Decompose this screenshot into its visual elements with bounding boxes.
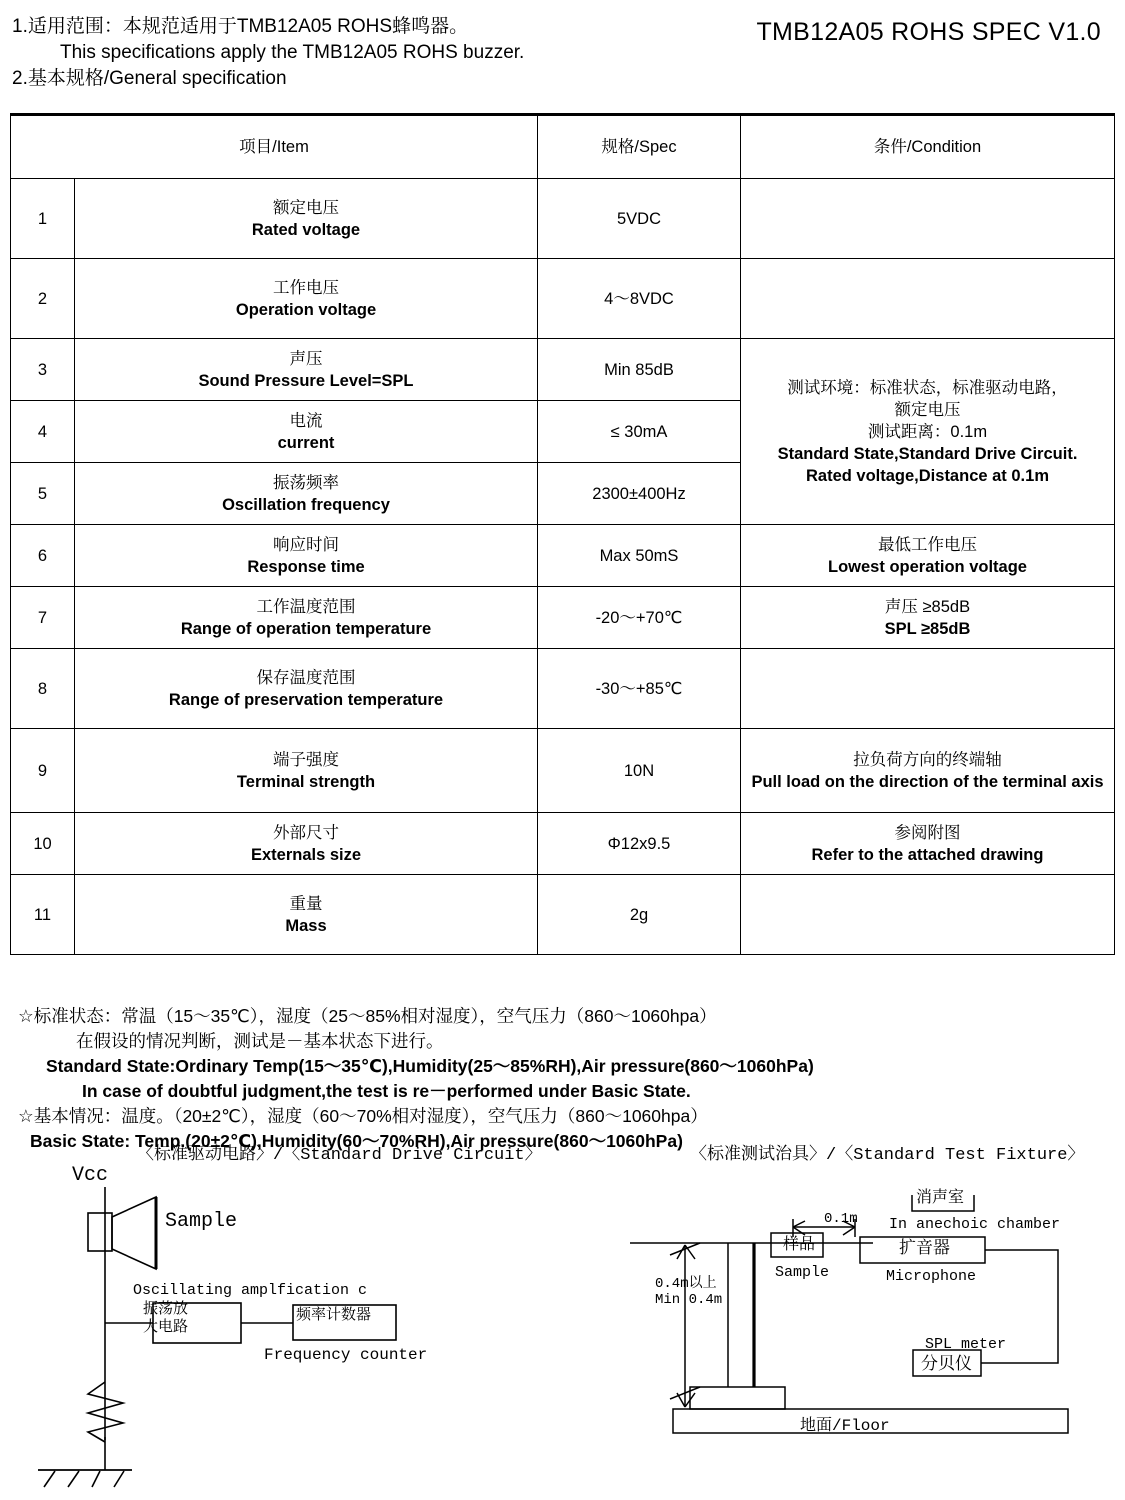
row-spec: Min 85dB <box>538 339 741 401</box>
note-basic-state-en: Basic State: Temp.(20±2℃),Humidity(60～70%RH),Air pressure(860～1060hPa) <box>30 1131 683 1151</box>
column-header-item: 项目/Item <box>11 115 538 179</box>
condition-en-line2: Rated voltage,Distance at 0.1m <box>805 466 1049 485</box>
sample-label-left: Sample <box>165 1210 238 1233</box>
row-number: 5 <box>11 463 75 525</box>
anechoic-chamber-label-cn: 消声室 <box>916 1189 965 1207</box>
note-standard-state-cn: ☆标准状态：常温（15～35℃），湿度（25～85%相对湿度），空气压力（860～1060hpa） <box>18 1006 717 1026</box>
item-label-en: Oscillation frequency <box>222 495 390 514</box>
item-label-en: Sound Pressure Level=SPL <box>198 371 414 390</box>
table-row <box>11 339 1115 401</box>
table-row <box>11 875 1115 955</box>
row-condition-empty <box>741 259 1115 339</box>
row-condition <box>741 813 1115 875</box>
speaker-cone <box>112 1197 156 1269</box>
condition-cn-line2: 额定电压 <box>894 400 961 419</box>
row-item <box>75 813 538 875</box>
stand-base <box>690 1387 785 1409</box>
row-number: 2 <box>11 259 75 339</box>
ground-hatch <box>92 1471 100 1487</box>
row-item <box>75 875 538 955</box>
microphone-label-cn: 扩音器 <box>899 1240 950 1259</box>
item-label-cn: 外部尺寸 <box>273 823 339 842</box>
row-spec: 5VDC <box>538 179 741 259</box>
general-spec-heading: 2.基本规格/General specification <box>12 68 287 89</box>
row-spec: Max 50mS <box>538 525 741 587</box>
item-label-cn: 端子强度 <box>273 750 339 769</box>
row-condition-empty <box>741 649 1115 729</box>
column-header-spec: 规格/Spec <box>538 115 741 179</box>
item-label-cn: 工作电压 <box>273 278 339 297</box>
caption-standard-test-fixture: 〈标准测试治具〉/〈Standard Test Fixture〉 <box>690 1146 1085 1165</box>
osc-amp-label-cn-line2: 大电路 <box>143 1319 189 1336</box>
item-label-cn: 保存温度范围 <box>256 668 356 687</box>
row-item <box>75 339 538 401</box>
document-header <box>12 14 752 92</box>
row-number: 9 <box>11 729 75 813</box>
row-number: 3 <box>11 339 75 401</box>
diagram-captions <box>0 1139 1125 1165</box>
item-label-en: current <box>277 433 335 452</box>
ground-hatch <box>114 1471 124 1487</box>
distance-label: 0.1m <box>824 1211 858 1227</box>
item-label-cn: 响应时间 <box>273 535 339 554</box>
merged-condition-cell <box>741 339 1115 525</box>
spl-meter-label-cn: 分贝仪 <box>921 1356 972 1375</box>
row-condition <box>741 525 1115 587</box>
table-row <box>11 649 1115 729</box>
min-height-label-cn: 0.4m以上 <box>655 1276 717 1292</box>
table-header-row <box>11 115 1115 179</box>
condition-label-cn: 参阅附图 <box>894 823 961 842</box>
row-item <box>75 587 538 649</box>
condition-label-cn: 最低工作电压 <box>878 535 977 554</box>
item-label-cn: 额定电压 <box>273 198 339 217</box>
row-item <box>75 729 538 813</box>
item-label-cn: 重量 <box>289 894 323 913</box>
row-spec: -20～+70℃ <box>538 587 741 649</box>
row-item <box>75 525 538 587</box>
row-number: 6 <box>11 525 75 587</box>
standard-drive-circuit-diagram <box>10 1165 530 1500</box>
note-doubtful-judgment-en: In case of doubtful judgment,the test is re－performed under Basic State. <box>82 1081 691 1101</box>
scope-line-en: This specifications apply the TMB12A05 ROHS buzzer. <box>60 42 525 63</box>
min-height-label-en: Min 0.4m <box>655 1292 723 1308</box>
note-basic-state-cn: ☆基本情况：温度。（20±2℃），湿度（60～70%相对湿度），空气压力（860～1060hpa） <box>18 1106 708 1126</box>
table-row <box>11 259 1115 339</box>
condition-en-line1: Standard State,Standard Drive Circuit. <box>777 444 1078 463</box>
general-specification-table <box>10 113 1115 955</box>
oscillating-amplification-label-en: Oscillating amplfication c <box>133 1282 368 1299</box>
item-label-en: Operation voltage <box>235 300 377 319</box>
item-label-en: Range of operation temperature <box>180 619 432 638</box>
item-label-en: Response time <box>247 557 365 576</box>
caption-standard-drive-circuit: 〈标准驱动电路〉/〈Standard Drive Circuit〉 <box>137 1146 542 1165</box>
row-spec: Φ12x9.5 <box>538 813 741 875</box>
row-condition-empty <box>741 179 1115 259</box>
item-label-en: Rated voltage <box>251 220 361 239</box>
footnotes-block <box>18 1004 1108 1154</box>
item-label-en: Mass <box>285 916 327 935</box>
item-label-cn: 电流 <box>289 411 323 430</box>
vcc-label: Vcc <box>72 1164 109 1187</box>
osc-amp-label-cn-line1: 振荡放 <box>143 1301 189 1318</box>
item-label-en: Range of preservation temperature <box>168 690 444 709</box>
row-spec: 10N <box>538 729 741 813</box>
condition-label-en: Pull load on the direction of the terminal axis <box>751 772 1104 791</box>
frequency-counter-label-cn: 频率计数器 <box>296 1307 372 1324</box>
condition-label-cn: 拉负荷方向的终端轴 <box>853 750 1002 769</box>
condition-label-en: Refer to the attached drawing <box>811 845 1044 864</box>
ground-hatch <box>44 1471 55 1487</box>
microphone-label-en: Microphone <box>886 1268 977 1285</box>
row-spec: ≤ 30mA <box>538 401 741 463</box>
height-arrow-top <box>677 1245 695 1259</box>
row-item <box>75 401 538 463</box>
row-number: 11 <box>11 875 75 955</box>
row-number: 4 <box>11 401 75 463</box>
sample-label-cn-right: 样品 <box>783 1236 816 1254</box>
table-row <box>11 525 1115 587</box>
row-spec: 2300±400Hz <box>538 463 741 525</box>
item-label-cn: 声压 <box>289 349 323 368</box>
sample-label-en-right: Sample <box>775 1264 830 1281</box>
item-label-cn: 振荡频率 <box>273 473 339 492</box>
note-standard-state-en: Standard State:Ordinary Temp(15～35℃),Humidity(25～85%RH),Air pressure(860～1060hPa) <box>46 1056 814 1076</box>
scope-line-cn: 1.适用范围：本规范适用于TMB12A05 ROHS蜂鸣器。 <box>12 16 469 37</box>
row-condition <box>741 729 1115 813</box>
document-title: TMB12A05 ROHS SPEC V1.0 <box>756 18 1101 46</box>
row-item <box>75 463 538 525</box>
condition-cn-line1: 测试环境：标准状态，标准驱动电路， <box>787 378 1068 397</box>
item-label-en: Externals size <box>250 845 362 864</box>
floor-label: 地面/Floor <box>800 1417 890 1435</box>
condition-cn-line3: 测试距离：0.1m <box>867 422 988 441</box>
row-number: 10 <box>11 813 75 875</box>
condition-label-cn: 声压 ≥85dB <box>884 597 971 616</box>
speaker-body <box>88 1213 112 1251</box>
diagram-area <box>0 1165 1125 1500</box>
table-row <box>11 179 1115 259</box>
row-spec: -30～+85℃ <box>538 649 741 729</box>
column-header-condition: 条件/Condition <box>741 115 1115 179</box>
table-row <box>11 587 1115 649</box>
row-number: 7 <box>11 587 75 649</box>
row-item <box>75 179 538 259</box>
row-number: 8 <box>11 649 75 729</box>
row-spec: 2g <box>538 875 741 955</box>
row-spec: 4～8VDC <box>538 259 741 339</box>
row-condition <box>741 587 1115 649</box>
row-item <box>75 259 538 339</box>
condition-label-en: SPL ≥85dB <box>884 619 971 638</box>
condition-label-en: Lowest operation voltage <box>828 557 1027 576</box>
item-label-cn: 工作温度范围 <box>256 597 356 616</box>
row-item <box>75 649 538 729</box>
note-assumption-cn: 在假设的情况判断，测试是－基本状态下进行。 <box>76 1031 444 1051</box>
frequency-counter-label-en: Frequency counter <box>264 1346 428 1364</box>
anechoic-chamber-label-en: In anechoic chamber <box>889 1216 1061 1233</box>
spl-meter-label-en: SPL meter <box>925 1336 1007 1353</box>
row-condition-empty <box>741 875 1115 955</box>
table-row <box>11 729 1115 813</box>
item-label-en: Terminal strength <box>236 772 376 791</box>
ground-hatch <box>68 1471 79 1487</box>
table-row <box>11 813 1115 875</box>
row-number: 1 <box>11 179 75 259</box>
